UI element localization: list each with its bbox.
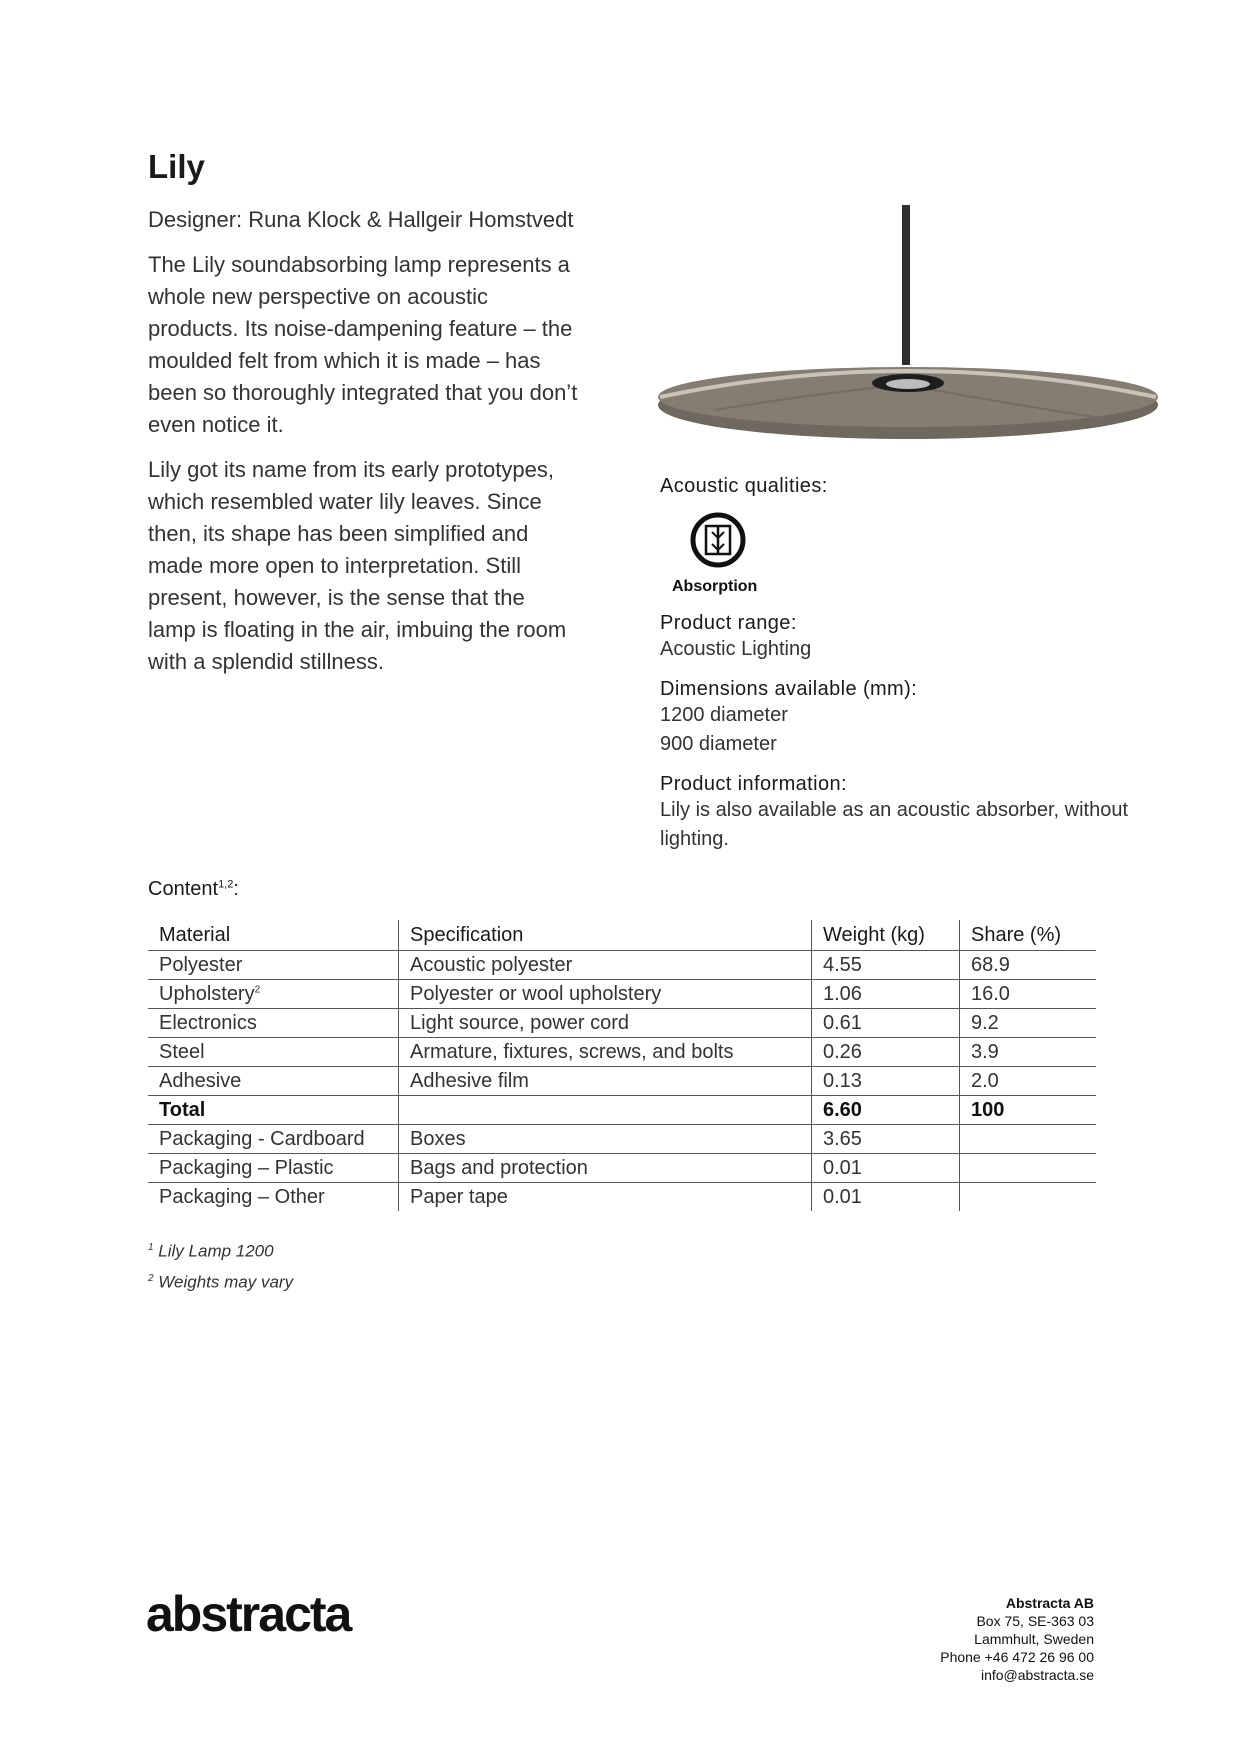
table-row: Steel Armature, fixtures, screws, and bolts 0.26 3.9	[148, 1038, 1096, 1067]
product-title: Lily	[148, 148, 205, 185]
company-name: Abstracta AB	[1005, 1595, 1094, 1611]
dimension-900: 900 diameter	[660, 733, 777, 755]
address-city: Lammhult, Sweden	[974, 1631, 1094, 1647]
content-table	[148, 920, 1096, 1211]
header-specification: Specification	[399, 920, 812, 951]
header-share: Share (%)	[960, 920, 1097, 951]
description-paragraph-2: Lily got its name from its early prototypes, which resembled water lily leaves. Since then, its shape has been simplified and made more open to interpretation. Still present, however, is the sense that the lamp is floating in the air, imbuing the room with a splendid stillness.	[148, 457, 567, 674]
designer-line: Designer: Runa Klock & Hallgeir Homstvedt	[148, 207, 574, 232]
address-email: info@abstracta.se	[980, 1667, 1094, 1683]
abstracta-logo: abstracta	[146, 1586, 351, 1642]
table-row: Adhesive Adhesive film 0.13 2.0	[148, 1067, 1096, 1096]
description-column	[148, 204, 578, 691]
content-label: Content$^{1,2}$:	[148, 878, 239, 900]
address-box: Box 75, SE-363 03	[976, 1613, 1094, 1629]
header-material: Material	[148, 920, 399, 951]
dimensions-label: Dimensions available (mm):	[660, 678, 918, 700]
table-row-total: Total 6.60 100	[148, 1096, 1096, 1125]
table-header-row	[148, 920, 1096, 951]
product-information-label: Product information:	[660, 773, 847, 795]
company-address	[940, 1594, 1094, 1684]
dimension-1200: 1200 diameter	[660, 704, 788, 726]
product-range-value: Acoustic Lighting	[660, 638, 812, 660]
address-phone: Phone +46 472 26 96 00	[940, 1649, 1094, 1665]
table-row: Upholstery$^2$ Polyester or wool upholstery 1.06 16.0	[148, 980, 1096, 1009]
product-range-label: Product range:	[660, 612, 797, 634]
footnote-2: $^2$ Weights may vary	[148, 1272, 294, 1292]
header-weight: Weight (kg)	[812, 920, 960, 951]
description-paragraph-1: The Lily soundabsorbing lamp represents a whole new perspective on acoustic products. Its noise-dampening feature – the moulded felt from which it is made – has been so thoroughly integrated that you don’t even notice it.	[148, 252, 578, 437]
table-row: Packaging - Cardboard Boxes 3.65	[148, 1125, 1096, 1154]
table-row: Polyester Acoustic polyester 4.55 68.9	[148, 951, 1096, 980]
lily-lamp-image	[655, 205, 1170, 455]
absorption-label: Absorption	[672, 578, 758, 595]
lamp-cord	[902, 205, 910, 365]
product-information-value: Lily is also available as an acoustic absorber, without lighting.	[660, 799, 1129, 850]
table-row: Electronics Light source, power cord 0.61 9.2	[148, 1009, 1096, 1038]
table-row: Packaging – Other Paper tape 0.01	[148, 1183, 1096, 1212]
footnotes	[148, 1234, 293, 1295]
footnote-1: $^1$ Lily Lamp 1200	[148, 1241, 274, 1261]
table-row: Packaging – Plastic Bags and protection 0.01	[148, 1154, 1096, 1183]
acoustic-qualities-label: Acoustic qualities:	[660, 475, 828, 497]
absorption-icon	[690, 512, 746, 568]
specs-column	[660, 475, 1130, 854]
